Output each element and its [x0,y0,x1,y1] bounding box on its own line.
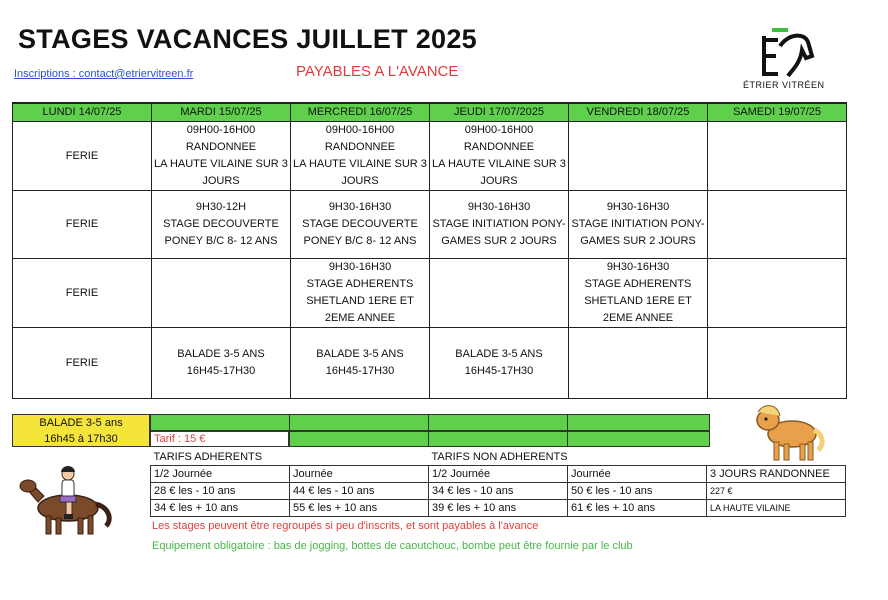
schedule-cell [569,122,708,191]
schedule-cell [569,328,708,399]
schedule-cell [569,259,708,328]
cell-line: FERIE [65,286,99,299]
cell-line: PONEY B/C 8- 12 ANS [164,235,278,247]
price-cell: 28 € les - 10 ans [151,483,290,500]
schedule-cell [291,259,430,328]
schedule-cell [13,259,152,328]
schedule-cell [430,259,569,328]
col-day-non: Journée [568,466,707,483]
col-day-adh: Journée [290,466,429,483]
schedule-row [13,259,847,328]
page-title: STAGES VACANCES JUILLET 2025 [18,24,478,54]
cell-line: STAGE ADHERENTS [584,278,692,290]
cell-line: 9H30-16H30 [467,201,531,213]
schedule-cell [13,328,152,399]
cell-line: BALADE 3-5 ANS [455,348,543,360]
cell-line: PONEY B/C 8- 12 ANS [303,235,417,247]
cell-line: LA HAUTE VILAINE SUR 3 [154,158,288,170]
cell-line: LA HAUTE VILAINE SUR 3 [293,158,427,170]
cell-line: FERIE [65,149,99,162]
schedule-cell [430,191,569,259]
schedule-cell [708,259,847,328]
schedule-cell [291,328,430,399]
equipment-note: Equipement obligatoire : bas de jogging, bottes de caoutchouc, bombe peut être fournie par le club [152,540,633,552]
day-header: LUNDI 14/07/25 [13,103,152,122]
cell-line: SHETLAND 1ERE ET [584,295,692,307]
days-header-row [13,103,847,122]
cell-line: 9H30-16H30 [606,201,670,213]
cell-line: FERIE [65,356,99,369]
schedule-cell [291,191,430,259]
schedule-row [13,122,847,191]
col-half-day-adh: 1/2 Journée [151,466,290,483]
price-cell: 34 € les - 10 ans [429,483,568,500]
schedule-cell [291,122,430,191]
cell-line: 9H30-16H30 [328,261,392,273]
cell-line: 09H00-16H00 [186,124,256,136]
price-cell: 34 € les + 10 ans [151,500,290,517]
regroup-note: Les stages peuvent être regroupés si peu d'inscrits, et sont payables à l'avance [152,520,539,532]
green-band-top [150,414,710,431]
cell-line: RANDONNEE [324,141,396,153]
cell-line: 9H30-12H [195,201,247,213]
schedule-cell [152,259,291,328]
schedule-cell [152,191,291,259]
cell-line: 09H00-16H00 [325,124,395,136]
cell-line: BALADE 3-5 ANS [177,348,265,360]
cell-line: 2EME ANNEE [324,312,396,324]
schedule-cell [708,122,847,191]
day-header: MARDI 15/07/25 [152,103,291,122]
price-cell: 61 € les + 10 ans [568,500,707,517]
cell-line: RANDONNEE [463,141,535,153]
cell-line: 09H00-16H00 [464,124,534,136]
cell-line: JOURS [341,175,379,187]
cell-line: JOURS [480,175,518,187]
price-cell: 39 € les + 10 ans [429,500,568,517]
pony-icon [750,400,826,464]
balade-line2: 16h45 à 17h30 [44,433,118,445]
prices-table [150,449,846,517]
balade-box [12,414,150,447]
price-cell: 55 € les + 10 ans [290,500,429,517]
price-cell: 44 € les - 10 ans [290,483,429,500]
cell-line: 9H30-16H30 [606,261,670,273]
balade-line1: BALADE 3-5 ans [39,417,123,429]
cell-line: STAGE DECOUVERTE [302,218,418,230]
col-rando: 3 JOURS RANDONNEE [707,466,846,483]
cell-line: 16H45-17H30 [325,365,395,377]
contact-link[interactable]: Inscriptions : contact@etriervitreen.fr [14,68,194,80]
cell-line: STAGE INITIATION PONY- [432,218,566,230]
cell-line: FERIE [65,218,99,230]
schedule-row [13,328,847,399]
adherents-header: TARIFS ADHERENTS [151,449,429,466]
horse-rider-icon [16,458,116,538]
cell-line: STAGE DECOUVERTE [163,218,279,230]
schedule-row [13,191,847,259]
cell-line: 16H45-17H30 [464,365,534,377]
balade-tarif: Tarif : 15 € [150,431,289,447]
price-cell: 50 € les - 10 ans [568,483,707,500]
cell-line: 2EME ANNEE [602,312,674,324]
schedule-cell [13,122,152,191]
green-band-bottom [289,431,710,447]
col-half-day-non: 1/2 Journée [429,466,568,483]
day-header: VENDREDI 18/07/25 [569,103,708,122]
cell-line: 16H45-17H30 [186,365,256,377]
cell-line: SHETLAND 1ERE ET [306,295,414,307]
cell-line: LA HAUTE VILAINE SUR 3 [432,158,566,170]
schedule-cell [430,328,569,399]
schedule-cell [152,122,291,191]
rando-price: 227 € [707,483,846,500]
cell-line: STAGE INITIATION PONY- [571,218,705,230]
cell-line: BALADE 3-5 ANS [316,348,404,360]
day-header: SAMEDI 19/07/25 [708,103,847,122]
day-header: MERCREDI 16/07/25 [291,103,430,122]
cell-line: 9H30-16H30 [328,201,392,213]
cell-line: RANDONNEE [185,141,257,153]
day-header: JEUDI 17/07/2025 [430,103,569,122]
cell-line: GAMES SUR 2 JOURS [441,235,557,247]
cell-line: STAGE ADHERENTS [306,278,414,290]
cell-line: GAMES SUR 2 JOURS [580,235,696,247]
schedule-cell [708,191,847,259]
cell-line: JOURS [202,175,240,187]
schedule-cell [152,328,291,399]
schedule-table [12,102,847,399]
non-adherents-header: TARIFS NON ADHERENTS [429,449,707,466]
payables-notice: PAYABLES A L'AVANCE [296,63,459,80]
rando-location: LA HAUTE VILAINE [707,500,846,517]
schedule-cell [708,328,847,399]
schedule-cell [569,191,708,259]
schedule-cell [430,122,569,191]
logo-text: ÉTRIER VITRÉEN [743,80,825,90]
schedule-cell [13,191,152,259]
